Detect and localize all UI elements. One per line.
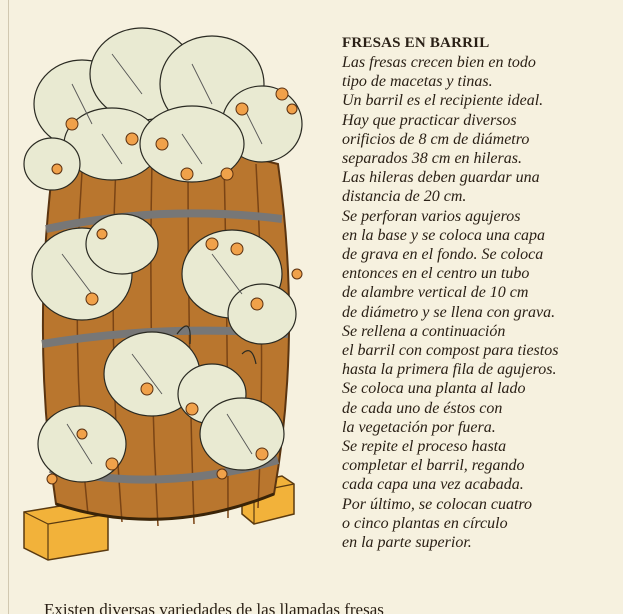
- article-line: separados 38 cm en hileras.: [342, 150, 522, 168]
- article-line: distancia de 20 cm.: [342, 188, 467, 206]
- article-line: cada capa una vez acabada.: [342, 476, 524, 494]
- article-line: Por último, se colocan cuatro: [342, 495, 533, 513]
- article-line: Se repite el proceso hasta: [342, 438, 507, 456]
- article-line: tipo de macetas y tinas.: [342, 73, 493, 91]
- article-line: Se coloca una planta al lado: [342, 380, 526, 398]
- article-line: Las fresas crecen bien en todo: [342, 54, 536, 71]
- article-line: de cada uno de éstos con: [342, 399, 503, 417]
- article-line: de diámetro y se llena con grava.: [342, 303, 556, 321]
- article-line: el barril con compost para tiestos: [342, 342, 559, 360]
- article-line: Las hileras deben guardar una: [342, 169, 540, 187]
- article-line: o cinco plantas en círculo: [342, 514, 508, 532]
- article-line: entonces en el centro un tubo: [342, 265, 530, 283]
- article-line: de grava en el fondo. Se coloca: [342, 246, 544, 264]
- left-border-line: [8, 0, 9, 614]
- article-line: Se perforan varios agujeros: [342, 207, 521, 225]
- article-line: Hay que practicar diversos: [342, 111, 517, 129]
- article-line: orificios de 8 cm de diámetro: [342, 130, 530, 148]
- strawberry-barrel-illustration: [12, 14, 332, 574]
- article-line: la vegetación por fuera.: [342, 418, 496, 436]
- article-line: en la base y se coloca una capa: [342, 226, 546, 244]
- footer-text: Existen diversas variedades de las llamadas fresas: [44, 600, 384, 614]
- article-line: Un barril es el recipiente ideal.: [342, 92, 544, 110]
- article-line: Se rellena a continuación: [342, 322, 506, 340]
- article-line: en la parte superior.: [342, 534, 472, 552]
- article-text: [342, 34, 617, 552]
- article-line: completar el barril, regando: [342, 457, 525, 475]
- article-title: FRESAS EN BARRIL: [342, 35, 490, 51]
- article-line: hasta la primera fila de agujeros.: [342, 361, 557, 379]
- article-line: de alambre vertical de 10 cm: [342, 284, 529, 302]
